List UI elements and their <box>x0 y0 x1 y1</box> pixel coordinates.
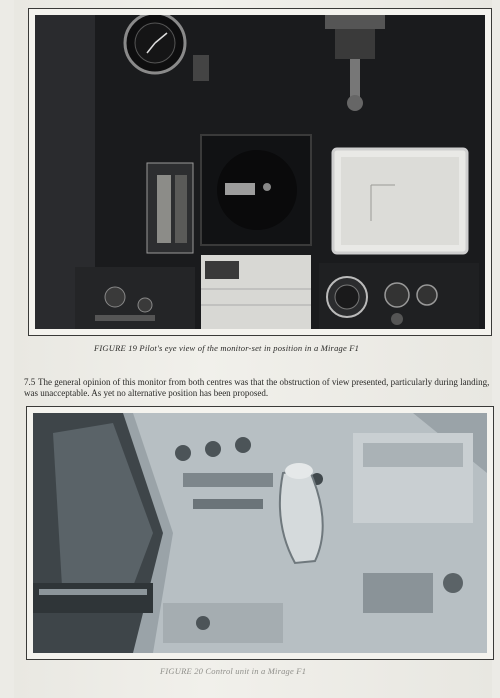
paragraph-text: The general opinion of this monitor from both centres was that the obstruction of view presented, particularly during landing, was unacceptable. As yet no alternative position has been proposed. <box>24 377 490 398</box>
document-page <box>14 0 492 698</box>
figure-19-photo-frame <box>28 8 492 336</box>
paragraph-7-5 <box>24 377 494 399</box>
figure-19-caption: FIGURE 19 Pilot's eye view of the monitor-set in position in a Mirage F1 <box>94 343 360 353</box>
cockpit-monitor-photo <box>35 15 485 329</box>
figure-19-photo <box>35 15 485 329</box>
control-unit-photo <box>33 413 487 653</box>
paragraph-number: 7.5 <box>24 377 36 387</box>
figure-20-photo-frame <box>26 406 494 660</box>
figure-20-caption: FIGURE 20 Control unit in a Mirage F1 <box>160 666 307 676</box>
figure-20-photo <box>33 413 487 653</box>
